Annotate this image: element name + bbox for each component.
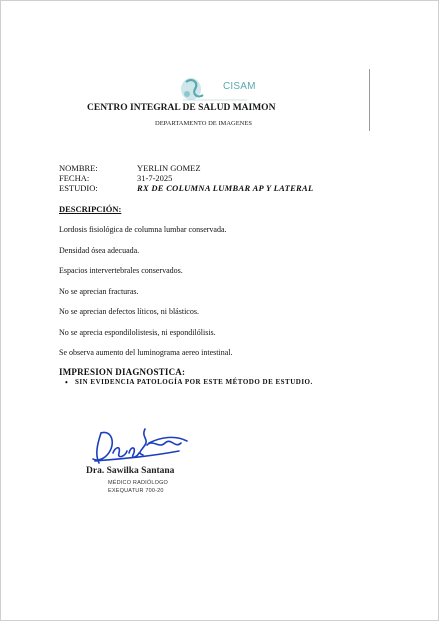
impression-item: • SIN EVIDENCIA PATOLOGÍA POR ESTE MÉTODO DE ESTUDIO. xyxy=(75,378,313,386)
study-row xyxy=(59,183,313,193)
finding-line: No se aprecian defectos líticos, ni blásticos. xyxy=(59,307,199,316)
report-date: 31-7-2025 xyxy=(137,173,173,183)
finding-line: Se observa aumento del luminograma aereo intestinal. xyxy=(59,348,233,357)
date-row xyxy=(59,173,313,183)
study-label: ESTUDIO: xyxy=(59,183,98,193)
center-name: CENTRO INTEGRAL DE SALUD MAIMON xyxy=(87,103,276,113)
description-title: DESCRIPCIÓN: xyxy=(59,204,122,214)
finding-line: Lordosis fisiológica de columna lumbar conservada. xyxy=(59,225,227,234)
logo-text: CISAM xyxy=(223,81,256,92)
doctor-name: Dra. Sawilka Santana xyxy=(86,466,175,476)
patient-fields xyxy=(59,163,313,193)
handwritten-signature xyxy=(87,423,197,469)
finding-line: Densidad ósea adecuada. xyxy=(59,245,140,255)
findings-list xyxy=(59,225,233,369)
name-label: NOMBRE: xyxy=(59,163,98,173)
finding-line: No se aprecian fracturas. xyxy=(59,286,139,296)
finding-line: Espacios intervertebrales conservados. xyxy=(59,266,183,275)
name-row xyxy=(59,163,313,173)
impression-list xyxy=(75,378,313,386)
doctor-exequatur: EXEQUATUR 700-20 xyxy=(108,488,164,494)
date-label: FECHA: xyxy=(59,173,90,183)
study-name: RX DE COLUMNA LUMBAR AP Y LATERAL xyxy=(137,183,314,193)
finding-line: No se aprecia espondilolistesis, ni espondilólisis. xyxy=(59,327,216,337)
patient-name: YERLIN GOMEZ xyxy=(137,163,201,173)
department-name: DEPARTAMENTO DE IMAGENES xyxy=(155,120,252,127)
doctor-role: MÉDICO RADIÓLOGO xyxy=(108,480,169,486)
impression-title: IMPRESION DIAGNOSTICA: xyxy=(59,367,186,377)
header-divider xyxy=(369,69,370,131)
